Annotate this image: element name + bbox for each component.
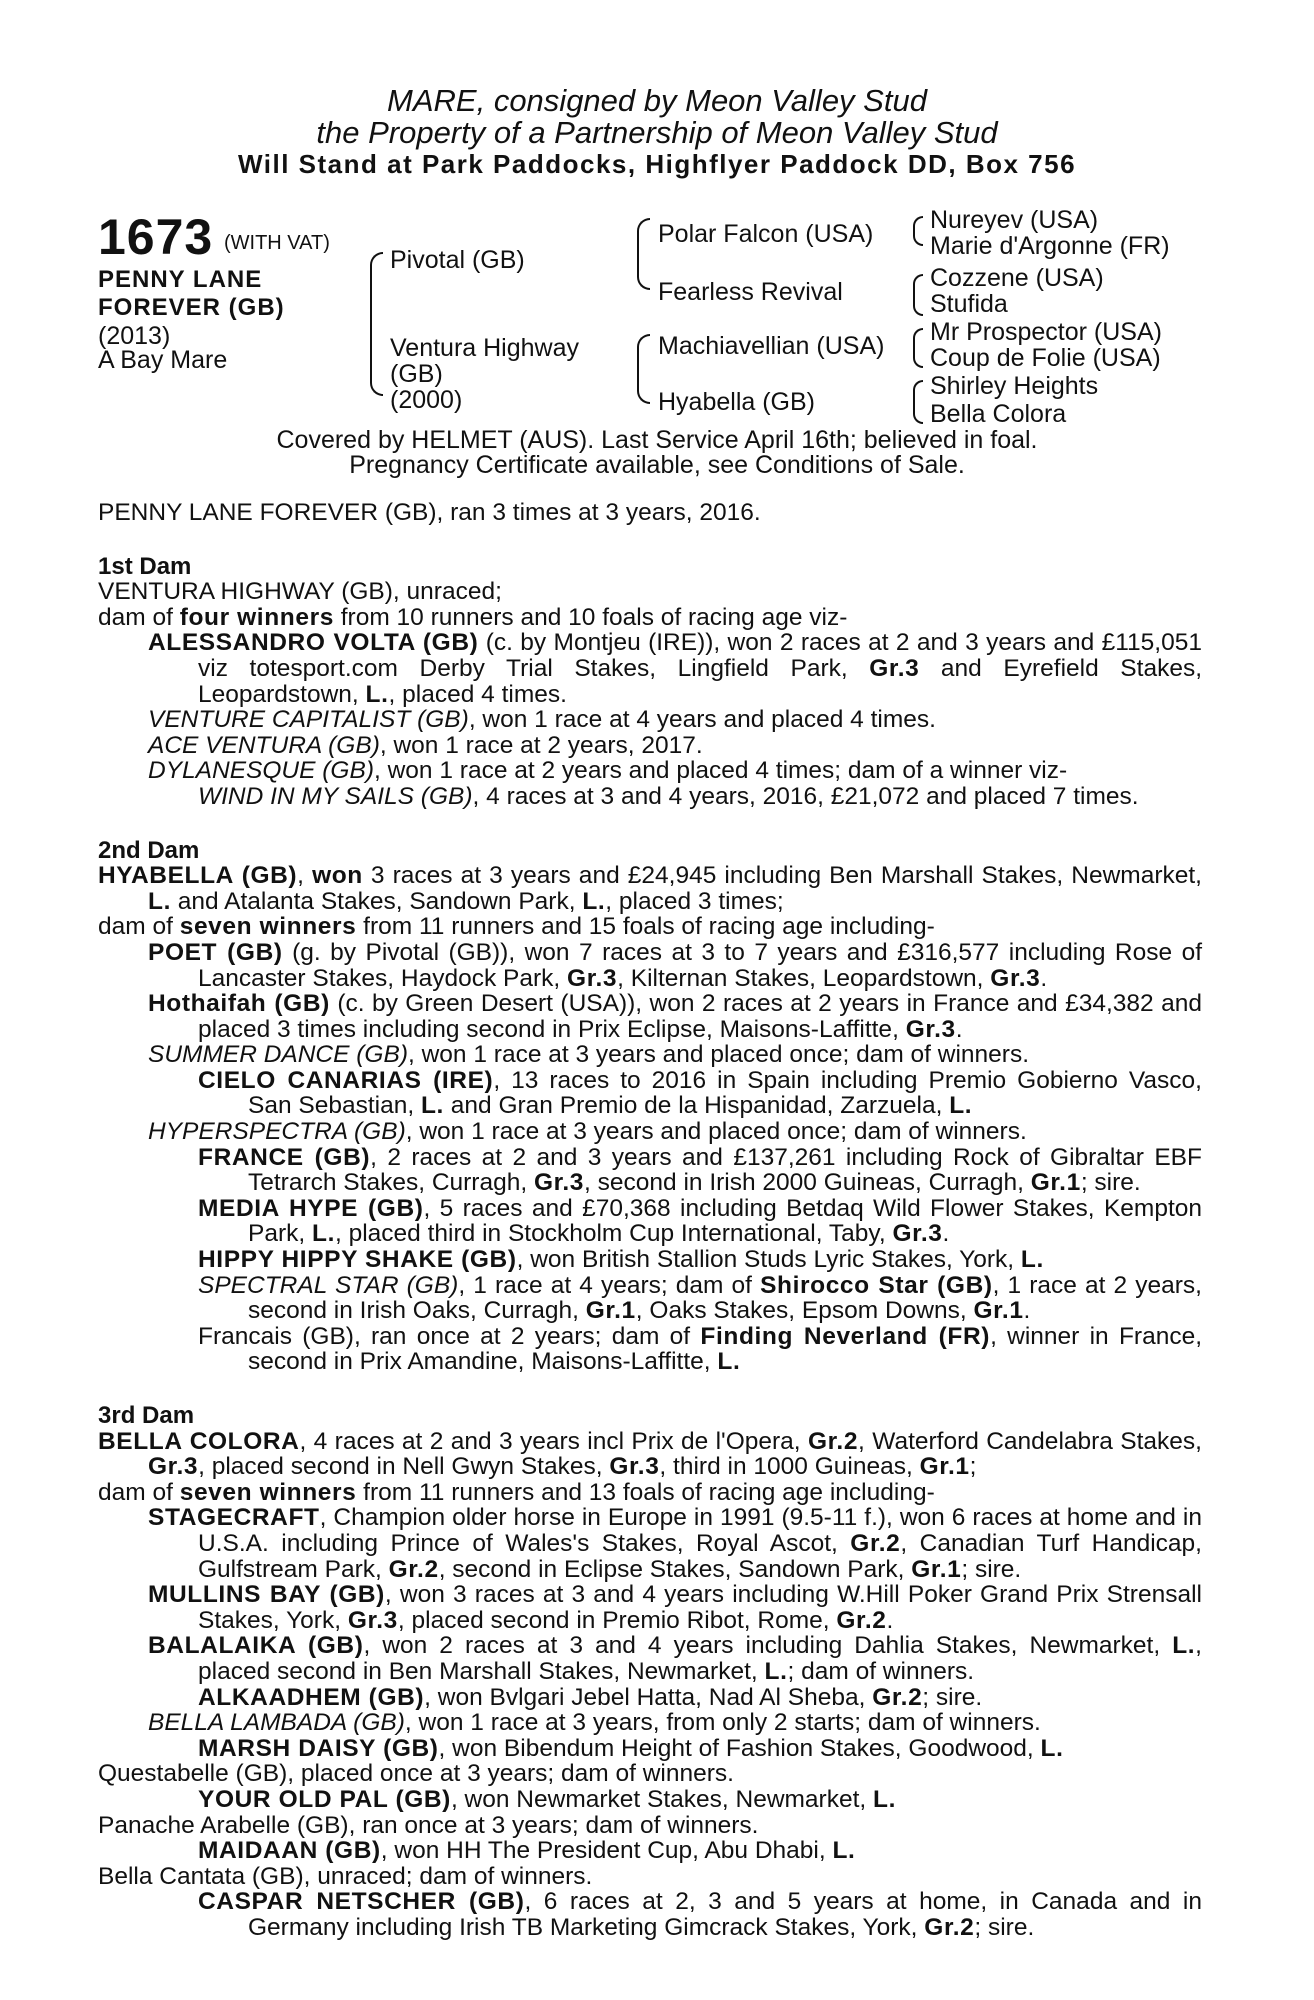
third-dam-heading: 3rd Dam [98,1402,195,1429]
grand-produce-entry: HIPPY HIPPY SHAKE (GB), won British Stallion Studs Lyric Stakes, York, L. [198,1246,1044,1274]
grand-produce-entry: Francais (GB), ran once at 2 years; dam of Finding Neverland (FR), winner in France, second in Prix Amandine, Maisons-Laffitte, L. [198,1322,1203,1376]
bracket-gen1 [370,252,383,396]
second-dam-heading: 2nd Dam [98,836,200,864]
sires-sire: Polar Falcon (USA) [658,220,874,248]
bracket-sd [913,274,923,316]
dam-name-line3: (2000) [390,386,463,414]
gg-dam-3: Coup de Folie (USA) [930,344,1161,372]
dam-name-line2: (GB) [390,360,443,388]
horse-description: A Bay Mare [98,346,228,374]
produce-entry: Questabelle (GB), placed once at 3 years; dam of winners. [98,1760,734,1788]
bracket-ss [913,216,923,246]
grand-produce-entry: MAIDAAN (GB), won HH The President Cup, Abu Dhabi, L. [198,1837,856,1865]
grand-produce-entry: WIND IN MY SAILS (GB), 4 races at 3 and 4 years, 2016, £21,072 and placed 7 times. [198,782,1139,810]
horse-name-line1: PENNY LANE [98,266,263,293]
dam-name-line1: Ventura Highway [390,334,580,362]
gg-sire-3: Mr Prospector (USA) [930,318,1162,346]
first-dam-heading: 1st Dam [98,552,192,580]
first-dam-line: VENTURA HIGHWAY (GB), unraced; [98,578,502,606]
grand-produce-entry: MARSH DAISY (GB), won Bibendum Height of Fashion Stakes, Goodwood, L. [198,1734,1064,1762]
produce-entry: VENTURE CAPITALIST (GB), won 1 race at 4 years and placed 4 times. [148,706,936,734]
gg-sire-1: Nureyev (USA) [930,206,1099,234]
bracket-sire [637,218,650,290]
grand-produce-entry: MEDIA HYPE (GB), 5 races and £70,368 including Betdaq Wild Flower Stakes, Kempton Park, L., placed third in Stockholm Cup International, Taby, Gr.3. [198,1194,1203,1248]
horse-name [98,266,285,322]
produce-entry: HYPERSPECTRA (GB), won 1 race at 3 years and placed once; dam of winners. [148,1118,1027,1146]
sire-name: Pivotal (GB) [390,246,525,274]
produce-entry: POET (GB) (g. by Pivotal (GB)), won 7 races at 3 to 7 years and £316,577 including Rose of Lancaster Stakes, Haydock Park, Gr.3, Kilternan Stakes, Leopardstown, Gr.3. [148,938,1203,992]
dams-dam: Hyabella (GB) [658,388,815,416]
produce-entry: BELLA LAMBADA (GB), won 1 race at 3 years, from only 2 starts; dam of winners. [148,1709,1041,1737]
grand-produce-entry: SPECTRAL STAR (GB), 1 race at 4 years; dam of Shirocco Star (GB), 1 race at 2 years, second in Irish Oaks, Curragh, Gr.1, Oaks Stakes, Epsom Downs, Gr.1. [198,1271,1202,1325]
catalogue-body [98,500,1202,1940]
grand-produce-entry: ALKAADHEM (GB), won Bvlgari Jebel Hatta, Nad Al Sheba, Gr.2; sire. [198,1683,983,1711]
foaling-year: (2013) [98,322,171,350]
second-dam-line: HYABELLA (GB), won 3 races at 3 years and £24,945 including Ben Marshall Stakes, Newmarket, L. and Atalanta Stakes, Sandown Park, L., placed 3 times; [98,862,1202,915]
gg-sire-2: Cozzene (USA) [930,264,1104,292]
pregnancy-note: Pregnancy Certificate available, see Conditions of Sale. [349,451,965,479]
third-dam-line: BELLA COLORA, 4 races at 2 and 3 years incl Prix de l'Opera, Gr.2, Waterford Candelabra Stakes, Gr.3, placed second in Nell Gwyn Stakes, Gr.3, third in 1000 Guineas, Gr.1; [98,1427,1202,1481]
produce-entry: Bella Cantata (GB), unraced; dam of winners. [98,1862,593,1890]
bracket-dam [637,334,650,404]
grand-produce-entry: FRANCE (GB), 2 races at 2 and 3 years and £137,261 including Rock of Gibraltar EBF Tetrarch Stakes, Curragh, Gr.3, second in Irish 2000 Guineas, Curragh, Gr.1; sire. [198,1143,1202,1197]
produce-entry: ACE VENTURA (GB), won 1 race at 2 years, 2017. [148,731,703,759]
horse-name-line2: FOREVER (GB) [98,294,285,321]
produce-entry: SUMMER DANCE (GB), won 1 race at 3 years and placed once; dam of winners. [148,1041,1030,1069]
first-dam-produce-summary: dam of four winners from 10 runners and 10 foals of racing age viz- [98,603,848,631]
sires-dam: Fearless Revival [658,278,843,306]
grand-produce-entry: CASPAR NETSCHER (GB), 6 races at 2, 3 and 5 years at home, in Canada and in Germany including Irish TB Marketing Gimcrack Stakes, York, Gr.2; sire. [198,1888,1202,1941]
gg-dam-2: Stufida [930,290,1008,318]
bracket-dd [913,380,923,424]
produce-entry: MULLINS BAY (GB), won 3 races at 3 and 4 years including W.Hill Poker Grand Prix Strensall Stakes, York, Gr.3, placed second in Premio Ribot, Rome, Gr.2. [148,1581,1202,1634]
gg-dam-4: Bella Colora [930,400,1067,428]
grand-produce-entry: YOUR OLD PAL (GB), won Newmarket Stakes, Newmarket, L. [198,1785,896,1813]
produce-entry: STAGECRAFT, Champion older horse in Europe in 1991 (9.5-11 f.), won 6 races at home and in U.S.A. including Prince of Wales's Stakes, Royal Ascot, Gr.2, Canadian Turf Handicap, Gulfstream Park, Gr.2, second in Eclipse Stakes, Sandown Park, Gr.1; sire. [148,1504,1202,1583]
covered-note: Covered by HELMET (AUS). Last Service April 16th; believed in foal. [276,426,1038,454]
produce-entry: Hothaifah (GB) (c. by Green Desert (USA)), won 2 races at 2 years in France and £34,382 and placed 3 times including second in Prix Eclipse, Maisons-Laffitte, Gr.3. [148,990,1202,1043]
produce-entry: DYLANESQUE (GB), won 1 race at 2 years and placed 4 times; dam of a winner viz- [148,757,1068,785]
consignor-line: MARE, consigned by Meon Valley Stud [387,83,927,118]
vat-note: (WITH VAT) [224,232,330,254]
dams-sire: Machiavellian (USA) [658,332,885,360]
produce-entry: Panache Arabelle (GB), ran once at 3 years; dam of winners. [98,1811,759,1839]
stand-location: Will Stand at Park Paddocks, Highflyer Paddock DD, Box 756 [237,149,1077,179]
bracket-ds [913,328,923,368]
race-record: PENNY LANE FOREVER (GB), ran 3 times at 3 years, 2016. [98,499,761,526]
produce-entry: BALALAIKA (GB), won 2 races at 3 and 4 years including Dahlia Stakes, Newmarket, L., placed second in Ben Marshall Stakes, Newmarket, L.; dam of winners. [148,1632,1202,1685]
grand-produce-entry: CIELO CANARIAS (IRE), 13 races to 2016 in Spain including Premio Gobierno Vasco, San Sebastian, L. and Gran Premio de la Hispanidad, Zarzuela, L. [198,1066,1202,1120]
third-dam-produce-summary: dam of seven winners from 11 runners and 13 foals of racing age including- [98,1478,935,1506]
second-dam-produce-summary: dam of seven winners from 11 runners and 15 foals of racing age including- [98,913,935,941]
gg-dam-1: Marie d'Argonne (FR) [930,232,1170,260]
produce-entry: ALESSANDRO VOLTA (GB) (c. by Montjeu (IRE)), won 2 races at 2 and 3 years and £115,051 viz totesport.com Derby Trial Stakes, Lingfield Park, Gr.3 and Eyrefield Stakes, Leopardstown, L., placed 4 times. [148,629,1203,708]
property-line: the Property of a Partnership of Meon Valley Stud [316,115,998,150]
gg-sire-4: Shirley Heights [930,372,1099,400]
lot-number: 1673 [98,209,214,265]
